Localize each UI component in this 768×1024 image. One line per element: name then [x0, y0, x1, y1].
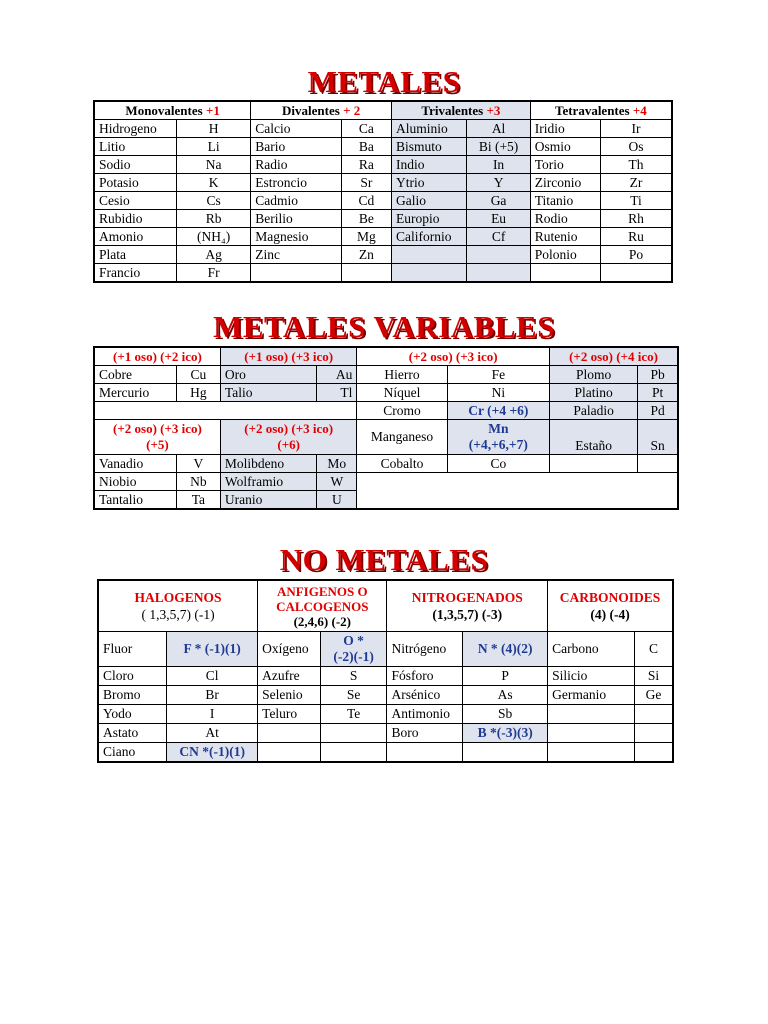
element-symbol: Zn [341, 246, 391, 264]
element-symbol: Au [317, 366, 357, 384]
header-au-tl: (+1 oso) (+3 ico) [220, 347, 356, 366]
element-name: Rutenio [530, 228, 600, 246]
element-name: Hierro [357, 366, 447, 384]
element-name: Nitrógeno [387, 632, 463, 667]
table-row [98, 667, 673, 686]
element-symbol: B *(-3)(3) [463, 724, 548, 743]
element-symbol: Tl [317, 384, 357, 402]
element-symbol: Al [467, 120, 530, 138]
element-name: Torio [530, 156, 600, 174]
element-name: Estaño [550, 420, 638, 455]
element-name: Radio [251, 156, 341, 174]
header-carbonoides: CARBONOIDES (4) (-4) [548, 580, 673, 632]
element-symbol: C [635, 632, 673, 667]
metales-header-row [94, 101, 672, 120]
header-nitrogenados: NITROGENADOS (1,3,5,7) (-3) [387, 580, 548, 632]
element-name: Tantalio [94, 491, 176, 510]
variables-header-row [94, 347, 678, 366]
element-symbol: As [463, 686, 548, 705]
element-symbol: Th [601, 156, 672, 174]
element-symbol: Be [341, 210, 391, 228]
element-symbol: Ca [341, 120, 391, 138]
header-v-nb-ta: (+2 oso) (+3 ico) (+5) [94, 420, 220, 455]
element-name: Níquel [357, 384, 447, 402]
empty-cell [94, 402, 357, 420]
element-name: Rubidio [94, 210, 176, 228]
element-name: Paladio [550, 402, 638, 420]
element-name: Cloro [98, 667, 167, 686]
element-symbol: Fe [447, 366, 549, 384]
element-symbol: U [317, 491, 357, 510]
element-name [392, 246, 467, 264]
empty-cell [357, 473, 678, 510]
element-symbol: Mg [341, 228, 391, 246]
element-name: Astato [98, 724, 167, 743]
element-symbol: Sb [463, 705, 548, 724]
table-row [94, 210, 672, 228]
element-symbol: CN *(-1)(1) [167, 743, 258, 763]
empty-cell [638, 455, 678, 473]
element-name [392, 264, 467, 283]
element-symbol [635, 724, 673, 743]
metales-variables-table [93, 346, 679, 510]
element-symbol: F * (-1)(1) [167, 632, 258, 667]
header-trivalentes: Trivalentes +3 [392, 101, 531, 120]
element-name: Francio [94, 264, 176, 283]
element-name: Ytrio [392, 174, 467, 192]
element-name: Zirconio [530, 174, 600, 192]
title-metales-variables: METALES VARIABLES [213, 309, 555, 344]
element-name: Silicio [548, 667, 635, 686]
element-symbol: Na [176, 156, 250, 174]
element-name: Mercurio [94, 384, 176, 402]
element-name: Cromo [357, 402, 447, 420]
element-name [548, 705, 635, 724]
table-row [98, 686, 673, 705]
element-symbol: K [176, 174, 250, 192]
header-pb-pt: (+2 oso) (+4 ico) [550, 347, 678, 366]
table-row [94, 174, 672, 192]
element-symbol: Cr (+4 +6) [447, 402, 549, 420]
element-symbol: Cl [167, 667, 258, 686]
element-name: Ciano [98, 743, 167, 763]
header-cu-hg: (+1 oso) (+2 ico) [94, 347, 220, 366]
element-name: Fluor [98, 632, 167, 667]
element-name: Carbono [548, 632, 635, 667]
element-symbol: Eu [467, 210, 530, 228]
element-symbol: Cs [176, 192, 250, 210]
element-symbol: Fr [176, 264, 250, 283]
variables-header-row-2 [94, 420, 678, 455]
element-symbol: At [167, 724, 258, 743]
element-name: Iridio [530, 120, 600, 138]
element-symbol [320, 724, 387, 743]
empty-cell [550, 455, 638, 473]
element-symbol: Ba [341, 138, 391, 156]
no-metales-table [97, 579, 674, 763]
element-name: Platino [550, 384, 638, 402]
element-name: Oro [220, 366, 316, 384]
element-symbol: Ni [447, 384, 549, 402]
element-symbol [467, 246, 530, 264]
table-row [94, 402, 678, 420]
element-name: Potasio [94, 174, 176, 192]
element-name: Cobre [94, 366, 176, 384]
element-name: Plata [94, 246, 176, 264]
element-symbol: Si [635, 667, 673, 686]
element-symbol: Cd [341, 192, 391, 210]
element-name: Cesio [94, 192, 176, 210]
element-name: Bismuto [392, 138, 467, 156]
element-symbol: Bi (+5) [467, 138, 530, 156]
element-name: Azufre [258, 667, 321, 686]
element-symbol: Li [176, 138, 250, 156]
table-row [94, 264, 672, 283]
element-name: Polonio [530, 246, 600, 264]
header-mo-w-u: (+2 oso) (+3 ico) (+6) [220, 420, 356, 455]
element-name: Selenio [258, 686, 321, 705]
metales-body [94, 120, 672, 283]
element-name: Europio [392, 210, 467, 228]
element-symbol: Hg [176, 384, 220, 402]
table-row [94, 473, 678, 491]
element-name [530, 264, 600, 283]
element-symbol: O * (-2)(-1) [320, 632, 387, 667]
no-metales-body [98, 667, 673, 763]
element-symbol: Zr [601, 174, 672, 192]
element-symbol: V [176, 455, 220, 473]
element-name: Californio [392, 228, 467, 246]
element-symbol: Sn [638, 420, 678, 455]
no-metales-header-row [98, 580, 673, 632]
element-symbol: I [167, 705, 258, 724]
element-name: Oxígeno [258, 632, 321, 667]
element-name: Plomo [550, 366, 638, 384]
element-name: Hidrogeno [94, 120, 176, 138]
element-name: Rodio [530, 210, 600, 228]
element-symbol [635, 743, 673, 763]
element-symbol: Co [447, 455, 549, 473]
element-name: Teluro [258, 705, 321, 724]
element-symbol: N * (4)(2) [463, 632, 548, 667]
element-name: Cobalto [357, 455, 447, 473]
element-symbol: Ga [467, 192, 530, 210]
element-symbol [320, 743, 387, 763]
element-name: Estroncio [251, 174, 341, 192]
element-symbol: Mn (+4,+6,+7) [447, 420, 549, 455]
header-fe-ni: (+2 oso) (+3 ico) [357, 347, 550, 366]
element-symbol [601, 264, 672, 283]
table-row [94, 246, 672, 264]
element-name: Calcio [251, 120, 341, 138]
table-row [94, 384, 678, 402]
element-name: Indio [392, 156, 467, 174]
element-symbol: Rh [601, 210, 672, 228]
element-symbol: In [467, 156, 530, 174]
table-row [98, 743, 673, 763]
element-symbol [635, 705, 673, 724]
title-metales: METALES [307, 64, 461, 99]
element-symbol: Pd [638, 402, 678, 420]
element-symbol: Ra [341, 156, 391, 174]
element-name: Yodo [98, 705, 167, 724]
element-symbol [341, 264, 391, 283]
element-symbol: Ge [635, 686, 673, 705]
element-name: Manganeso [357, 420, 447, 455]
element-name: Bario [251, 138, 341, 156]
table-row [94, 192, 672, 210]
table-row [98, 632, 673, 667]
table-row [94, 156, 672, 174]
element-name: Berilio [251, 210, 341, 228]
element-name: Uranio [220, 491, 316, 510]
table-row [94, 120, 672, 138]
element-symbol: Pt [638, 384, 678, 402]
header-halogenos: HALOGENOS ( 1,3,5,7) (-1) [98, 580, 258, 632]
element-name: Niobio [94, 473, 176, 491]
element-name: Arsénico [387, 686, 463, 705]
element-symbol: Cu [176, 366, 220, 384]
element-symbol: Sr [341, 174, 391, 192]
element-symbol: (NH₄) [176, 228, 250, 246]
element-name: Antimonio [387, 705, 463, 724]
element-symbol: Po [601, 246, 672, 264]
element-symbol: Y [467, 174, 530, 192]
metales-table [93, 100, 673, 283]
header-monovalentes: Monovalentes +1 [94, 101, 251, 120]
table-row [98, 724, 673, 743]
element-name: Molibdeno [220, 455, 316, 473]
element-symbol: Se [320, 686, 387, 705]
header-anfigenos: ANFIGENOS O CALCOGENOS (2,4,6) (-2) [258, 580, 387, 632]
element-symbol: Br [167, 686, 258, 705]
element-name: Fósforo [387, 667, 463, 686]
element-name: Sodio [94, 156, 176, 174]
element-name: Germanio [548, 686, 635, 705]
element-name: Talio [220, 384, 316, 402]
element-symbol: P [463, 667, 548, 686]
element-name: Osmio [530, 138, 600, 156]
element-symbol: Mo [317, 455, 357, 473]
element-symbol: Ti [601, 192, 672, 210]
element-symbol [463, 743, 548, 763]
element-symbol: Ta [176, 491, 220, 510]
element-name: Aluminio [392, 120, 467, 138]
element-symbol: W [317, 473, 357, 491]
element-name: Titanio [530, 192, 600, 210]
element-name [251, 264, 341, 283]
element-symbol: Ir [601, 120, 672, 138]
element-name: Litio [94, 138, 176, 156]
element-symbol: H [176, 120, 250, 138]
element-name [258, 743, 321, 763]
title-no-metales: NO METALES [279, 542, 489, 577]
element-symbol: Rb [176, 210, 250, 228]
element-symbol [467, 264, 530, 283]
element-name: Wolframio [220, 473, 316, 491]
element-name [258, 724, 321, 743]
table-row [94, 366, 678, 384]
table-row [98, 705, 673, 724]
element-symbol: Ru [601, 228, 672, 246]
element-name [387, 743, 463, 763]
element-name: Boro [387, 724, 463, 743]
table-row [94, 228, 672, 246]
element-symbol: Ag [176, 246, 250, 264]
element-name [548, 743, 635, 763]
element-name: Bromo [98, 686, 167, 705]
header-divalentes: Divalentes + 2 [251, 101, 392, 120]
header-tetravalentes: Tetravalentes +4 [530, 101, 672, 120]
element-symbol: Cf [467, 228, 530, 246]
element-symbol: Os [601, 138, 672, 156]
element-name: Zinc [251, 246, 341, 264]
element-symbol: Te [320, 705, 387, 724]
table-row [94, 138, 672, 156]
element-name: Cadmio [251, 192, 341, 210]
element-name: Magnesio [251, 228, 341, 246]
element-name [548, 724, 635, 743]
element-name: Vanadio [94, 455, 176, 473]
element-symbol: Pb [638, 366, 678, 384]
element-symbol: S [320, 667, 387, 686]
table-row [94, 455, 678, 473]
element-symbol: Nb [176, 473, 220, 491]
element-name: Amonio [94, 228, 176, 246]
element-name: Galio [392, 192, 467, 210]
